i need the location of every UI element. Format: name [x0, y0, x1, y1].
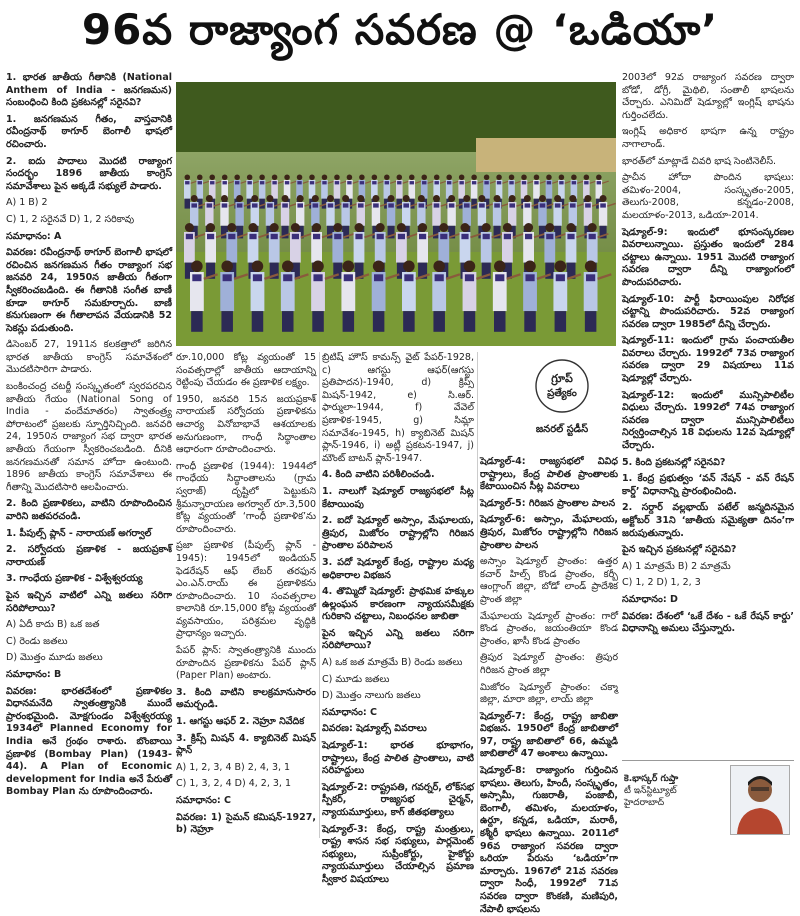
col2-paragraph: రూ.10,000 కోట్ల వ్యయంతో 15 సంవత్సరాల్లో జాతీయ ఆదాయాన్ని రెట్టింపు చేయడం ఈ ప్రణాళిక లక్ష్యం. — [176, 352, 316, 389]
col1-paragraph: 1. జనగణమన గీతం, వాస్తవానికి రవీంద్రనాథ్ ఠాగూర్ బెంగాలీ భాషలో రచించారు. — [6, 113, 172, 150]
col5-paragraph: షెడ్యూల్-12: ఇందులో మున్సిపాలిటీల విధులు చేర్చారు. 1992లో 74వ రాజ్యాంగ సవరణ ద్వారా మున్సిపాలిటీలు నిర్వర్తించాల్సిన 18 విధులను 12వ షెడ్యూల్లో చేర్చారు. — [622, 389, 794, 452]
col3-paragraph: పైన ఇచ్చిన ఎన్ని జతలు సరిగా సరిపోలాయి? — [322, 627, 474, 652]
col1-paragraph: సమాధానం: B — [6, 668, 62, 680]
col5-paragraph: వివరణ: దేశంలో ‘ఒకే దేశం - ఒకే రేషన్ కార్డు’ విధానాన్ని అమలు చేస్తున్నారు. — [622, 610, 794, 635]
col3-paragraph: A) ఒక జత మాత్రమే B) రెండు జతలు — [322, 657, 463, 669]
col1-paragraph: 3. గాంధేయ ప్రణాళిక - విశ్వేశ్వరయ్య — [6, 573, 143, 585]
page-title: 96వ రాజ్యాంగ సవరణ @ ‘ఒడియా’ — [81, 5, 719, 54]
col1-paragraph: వివరణ: భారతదేశంలో ప్రణాళికల విధానమనేది స్వాతంత్ర్యానికి ముందే ప్రారంభమైంది. మోక్షగుండం విశ్వేశ్వరయ్య 1934లో Planned Economy for India అనే గ్రంథం రాశారు. బొంబాయి ప్రణాళిక (Bombay Plan) (1943-44). A Plan of Economic development for India అనే పేరుతో Bombay Plan ను రూపొందించారు. — [6, 685, 172, 798]
col5-paragraph: భారత్‌లో మాట్లాడే చివరి భాష సెంటినెలీస్. — [622, 155, 777, 167]
col1-paragraph: సమాధానం: A — [6, 230, 62, 242]
col5-paragraph: 5. కింది ప్రకటనల్లో సరైనవి? — [622, 456, 726, 468]
author-city: హైదరాబాద్ — [624, 798, 665, 808]
col4-paragraph: షెడ్యూల్-8: రాజ్యాంగం గుర్తించిన భాషలు. తెలుగు, హిందీ, సంస్కృతం, అస్సామీ, గుజరాతీ, పంజాబీ, బెంగాలీ, తమిళం, మలయాళం, ఉర్దూ, కన్నడ, ఒడియా, మరాఠీ, కశ్మీరీ భాషలు ఉన్నాయి. 2011లో 96వ రాజ్యాంగ సవరణ ద్వారా ఒరియా పేరును ‘ఒడియా’గా మార్చారు. 1967లో 21వ సవరణ ద్వారా సింధీ, 1992లో 71వ సవరణ ద్వారా కొంకణి, మణిపురి, నేపాలీ భాషలను — [480, 765, 618, 915]
author-role: టీ ఇన్‌స్టిట్యూట్ — [624, 786, 677, 796]
col5-paragraph: 1. కేంద్ర ప్రభుత్వం ‘వన్ నేషన్ - వన్ రేషన్ కార్డ్’ విధానాన్ని ప్రారంభించింది. — [622, 473, 794, 497]
col1-paragraph: వివరణ: రవీంద్రనాథ్ ఠాగూర్ బెంగాలీ భాషలో రచించిన జనగణమన గీతం రాజ్యాంగ సభ జనవరి 24, 1950న జాతీయ గీతంగా స్వీకరించబడింది. ఈ గీతానికి సంగీత బాణీ కూడా ఠాగూర్ సమకూర్చారు. బాణీ కనుగుణంగా ఈ గీతాలాపన వేయడానికి 52 సెకన్లు పడుతుంది. — [6, 247, 172, 334]
col1-paragraph: D) మొత్తం మూడు జతలు — [6, 652, 103, 664]
col1-paragraph: డిసెంబర్ 27, 1911న కలకత్తాలో జరిగిన భారత జాతీయ కాంగ్రెస్ సమావేశంలో మొదటిసారిగా పాడారు. — [6, 339, 172, 376]
column-5 — [622, 72, 794, 756]
col4-paragraph: అస్సాం షెడ్యూల్ ప్రాంతం: ఉత్తర కచార్ హిల్స్ కొండ ప్రాంతం, కర్బీ ఆంగ్లాంగ్ జిల్లా, బోడో లాండ్ ప్రాదేశిక ప్రాంత జిల్లా — [480, 556, 618, 605]
col1-paragraph: 1. భారత జాతీయ గీతానికి (National Anthem of India - జనగణమన) సంబంధించి కింది ప్రకటనల్లో సరైనవి? — [6, 72, 172, 109]
col2-paragraph: గాంధీ ప్రణాళిక (1944): 1944లో గాంధేయ సిద్ధాంతాలను (గ్రామ స్వరాజ్) దృష్టిలో పెట్టుకుని శ్రీమన్నారాయణ అగర్వాల్ రూ.3,500 కోట్ల వ్యయంతో ‘గాంధీ ప్రణాళిక’ను రూపొందించారు. — [176, 460, 316, 535]
col5-paragraph: షెడ్యూల్-11: ఇందులో గ్రామ పంచాయతీల వివరాలు చేర్చారు. 1992లో 73వ రాజ్యాంగ సవరణ ద్వారా 29 విషయాలు 11వ షెడ్యూల్లో చేర్చారు. — [622, 335, 794, 385]
col4-paragraph: త్రిపుర షెడ్యూల్ ప్రాంతం: త్రిపుర గిరిజన ప్రాంత జిల్లా — [480, 652, 618, 676]
col5-paragraph: 2. సర్దార్ వల్లభాయ్ పటేల్ జన్మదినమైన అక్టోబర్ 31ని ‘జాతీయ సమైక్యతా దినం’గా జరుపుతున్నారు. — [622, 502, 794, 539]
col1-paragraph: C) 1, 2 సరైనవే D) 1, 2 సరికావు — [6, 213, 135, 225]
col2-paragraph: వివరణ: 1) సైమన్ కమిషన్-1927, b) నెహ్రూ — [176, 811, 316, 836]
col1-paragraph: 2. కింది ప్రణాళికలు, వాటిని రూపొందించిన వారిని జతపరచండి. — [6, 498, 172, 522]
col5-paragraph: ప్రాచీన హోదా పొందిన భాషలు: తమిళం-2004, సంస్కృతం-2005, తెలుగు-2008, కన్నడం-2008, మలయాళం-2013, ఒడియా-2014. — [622, 172, 794, 221]
col4-paragraph: షెడ్యూల్-7: కేంద్ర, రాష్ట్ర జాబితా విభజన. 1950లో కేంద్ర జాబితాలో 97, రాష్ట్ర జాబితాలో 66, ఉమ్మడి జాబితాలో 47 అంశాలు ఉన్నాయి. — [480, 710, 618, 760]
col2-paragraph: 1. ఆగస్టు ఆఫర్ 2. నెహ్రూ నివేదిక — [176, 716, 305, 728]
col5-paragraph: షెడ్యూల్-9: ఇందులో భూసంస్కరణల వివరాలున్నాయి. ప్రస్తుతం ఇందులో 284 చట్టాలు ఉన్నాయి. 1951 మొదటి రాజ్యాంగ సవరణ ద్వారా దీన్ని రాజ్యాంగంలో పొందుపరిచారు. — [622, 226, 794, 288]
col1-paragraph: A) 1 B) 2 — [6, 197, 48, 209]
col5-paragraph: ఇంగ్లిష్ అధికార భాషగా ఉన్న రాష్ట్రం నాగాలాండ్. — [622, 126, 794, 150]
col2-paragraph: పేపర్ ప్లాన్: స్వాతంత్ర్యానికి ముందు రూపొందిన ప్రణాళికను పేపర్ ప్లాన్ (Paper Plan) అంటారు. — [176, 645, 316, 682]
col1-paragraph: పైన ఇచ్చిన వాటిలో ఎన్ని జతలు సరిగా సరిపోలాయి? — [6, 589, 172, 614]
col2-paragraph: A) 1, 2, 3, 4 B) 2, 4, 3, 1 — [176, 761, 291, 773]
col3-paragraph: D) మొత్తం నాలుగు జతలు — [322, 690, 421, 702]
column-2 — [176, 352, 316, 838]
column-3 — [322, 352, 474, 885]
col3-paragraph: 2. ఐదో షెడ్యూల్ అస్సాం, మేఘాలయ, త్రిపుర, మిజోరం రాష్ట్రాల్లోని గిరిజన ప్రాంతాల పరిపాలన — [322, 515, 474, 552]
author-photo — [730, 765, 790, 835]
col3-paragraph: 4. కింది వాటిని పరిశీలించండి. — [322, 469, 435, 481]
col3-paragraph: 3. పదో షెడ్యూల్ కేంద్ర, రాష్ట్రాల మధ్య అధికారాల విభజన — [322, 556, 474, 581]
column-1 — [6, 72, 172, 838]
col5-paragraph: పైన ఇచ్చిన ప్రకటనల్లో సరైనవి? — [622, 544, 737, 556]
badge-line3: జనరల్ స్టడీస్ — [535, 424, 589, 435]
section-badge — [512, 356, 612, 452]
col3-paragraph: 1. నాలుగో షెడ్యూల్ రాజ్యసభలో సీట్ల కేటాయింపు — [322, 485, 474, 510]
col4-paragraph: మేఘాలయ షెడ్యూల్ ప్రాంతం: గారో కొండ ప్రాంతం, జయంతియా కొండ ప్రాంతం, ఖాసీ కొండ ప్రాంతం — [480, 610, 618, 647]
col3-paragraph: షెడ్యూల్-1: భారత భూభాగం, రాష్ట్రాలు, కేంద్ర పాలిత ప్రాంతాలు, వాటి సరిహద్దులు — [322, 740, 474, 777]
col4-paragraph: షెడ్యూల్-4: రాజ్యసభలో వివిధ రాష్ట్రాలు, కేంద్ర పాలిత ప్రాంతాలకు కేటాయించిన సీట్ల వివరాలు — [480, 456, 618, 493]
col2-paragraph: 1950, జనవరి 15న జయప్రకాశ్ నారాయణ్ సర్వోదయ ప్రణాళికను ఆచార్య వినోబాభావే ఆశయాలకు అనుగుణంగా, గాంధీ సిద్ధాంతాల ఆధారంగా రూపొందించారు. — [176, 393, 316, 456]
col3-paragraph: 4. తొమ్మిదో షెడ్యూల్: ప్రాథమిక హక్కుల ఉల్లంఘన కారణంగా న్యాయసమీక్షకు గురికాని చట్టాలు, నిబంధనల జాబితా — [322, 586, 474, 623]
col2-paragraph: C) 1, 3, 2, 4 D) 4, 2, 3, 1 — [176, 778, 292, 790]
col1-paragraph: C) రెండు జతలు — [6, 635, 68, 647]
col5-paragraph: సమాధానం: D — [622, 593, 678, 605]
col5-paragraph: C) 1, 2 D) 1, 2, 3 — [622, 577, 701, 589]
badge-line1: గ్రూప్ — [551, 372, 573, 385]
col2-paragraph: 3. క్రిప్స్ మిషన్ 4. క్యాబినెట్ మిషన్ ప్లాన్ — [176, 732, 316, 757]
col4-paragraph: షెడ్యూల్-6: అస్సాం, మేఘాలయ, త్రిపుర, మిజోరం రాష్ట్రాల్లోని గిరిజన ప్రాంతాల పాలన — [480, 514, 618, 551]
col2-paragraph: సమాధానం: C — [176, 795, 231, 806]
col1-paragraph: 1. పీపుల్స్ ప్లాన్ - నారాయణ్ అగర్వాల్ — [6, 527, 152, 539]
col4-paragraph: షెడ్యూల్-5: గిరిజన ప్రాంతాల పాలన — [480, 497, 616, 509]
col3-paragraph: షెడ్యూల్-3: కేంద్ర, రాష్ట్ర మంత్రులు, రాష్ట్ర శాసన సభ సభ్యులు, పార్లమెంట్ సభ్యులు, సుప్రీంకోర్టు, హైకోర్టు న్యాయమూర్తులు చేయాల్సిన ప్రమాణ స్వీకార విషయాలు — [322, 823, 474, 885]
students-photo-graphic — [176, 82, 616, 346]
col2-paragraph: 3. కింది వాటిని కాలక్రమానుసారం అమర్చండి. — [176, 686, 316, 711]
col5-paragraph: A) 1 మాత్రమే B) 2 మాత్రమే — [622, 560, 731, 572]
col1-paragraph: బంకించంద్ర చటర్జీ సంస్కృతంలో స్వరపరచిన జాతీయ గేయం (National Song of India - వందేమాతరం) స్వాతంత్ర్య పోరాటంలో ప్రజలకు స్ఫూర్తినిచ్చింది. జనవరి 24, 1950న రాజ్యాంగ సభ ద్వారా భారత జాతీయ గేయంగా స్వీకరించబడింది. దీనికి జనగణమనతో సమాన హోదా ఉంటుంది. 1896 జాతీయ కాంగ్రెస్ సమావేశాలు ఈ గీతాన్ని మొదటిసారి ఆలపించారు. — [6, 381, 172, 493]
col5-paragraph: 2003లో 92వ రాజ్యాంగ సవరణ ద్వారా బోడో, డోగ్రీ, మైథిలి, సంతాలీ భాషలను చేర్చారు. ఎనిమిదో షెడ్యూల్లో ఇంగ్లిష్ భాషను గుర్తించలేదు. — [622, 72, 794, 121]
column-4 — [480, 456, 618, 915]
author-name: కె.భాస్కర్ గుప్తా — [624, 774, 679, 784]
col2-paragraph: ప్రజా ప్రణాళిక (పీపుల్స్ ప్లాన్ - 1945): 1945లో ఇండియన్ ఫెడరేషన్ ఆఫ్ లేబర్ తరఫున ఎం.ఎన్.రాయ్ ఈ ప్రణాళికను రూపొందించారు. 10 సంవత్సరాల కాలానికి రూ.15,000 కోట్ల వ్యయంతో వ్యవసాయం, పరిశ్రమల వృద్ధికి ప్రాధాన్యం ఇచ్చారు. — [176, 540, 316, 640]
col4-paragraph: మిజోరం షెడ్యూల్ ప్రాంతం: చక్మా జిల్లా, మారా జిల్లా, లాయ్ జిల్లా — [480, 681, 618, 706]
col3-paragraph: షెడ్యూల్-2: రాష్ట్రపతి, గవర్నర్, లోక్‌సభ స్పీకర్, రాజ్యసభ చైర్మన్, న్యాయమూర్తులు, కాగ్ జీతభత్యాలు — [322, 781, 474, 818]
col1-paragraph: A) ఏదీ కాదు B) ఒక జత — [6, 619, 100, 631]
col1-paragraph: 2. సర్వోదయ ప్రణాళిక - జయప్రకాశ్ నారాయణ్ — [6, 544, 172, 568]
col5-paragraph: షెడ్యూల్-10: పార్టీ ఫిరాయింపుల నిరోధక చట్టాన్ని పొందుపరిచారు. 52వ రాజ్యాంగ సవరణ ద్వారా 1985లో దీన్ని చేర్చారు. — [622, 293, 794, 330]
badge-line2: ప్రత్యేకం — [547, 388, 577, 399]
col1-paragraph: 2. ఐదు పాదాలు మొదటి రాజ్యాంగ సందర్భం 1896 జాతీయ కాంగ్రెస్ సమావేశాలు పైన అక్కడే సభ్యులే పాడారు. — [6, 155, 172, 192]
col3-paragraph: వివరణ: షెడ్యూల్స్ వివరాలు — [322, 723, 427, 735]
students-photo — [176, 82, 616, 346]
col3-paragraph: సమాధానం: C — [322, 706, 377, 718]
author-box — [622, 760, 794, 837]
col3-paragraph: C) మూడు జతలు — [322, 673, 390, 685]
col3-paragraph: బ్రిటిష్ హౌస్ కామన్స్ వైట్ పేపర్-1928, c) ఆగస్టు ఆఫర్(ఆగస్టు ప్రతిపాదన)-1940, d) క్రిప్స్ మిషన్-1942, e) సి.ఆర్. ఫార్ములా-1944, f) వేవెల్ ప్రణాళిక-1945, g) సిమ్లా సమావేశం-1945, h) క్యాబినెట్ మిషన్ ప్లాన్-1946, i) అట్లీ ప్రకటన-1947, j) మౌంట్ బాటన్ ప్లాన్-1947. — [322, 352, 474, 464]
